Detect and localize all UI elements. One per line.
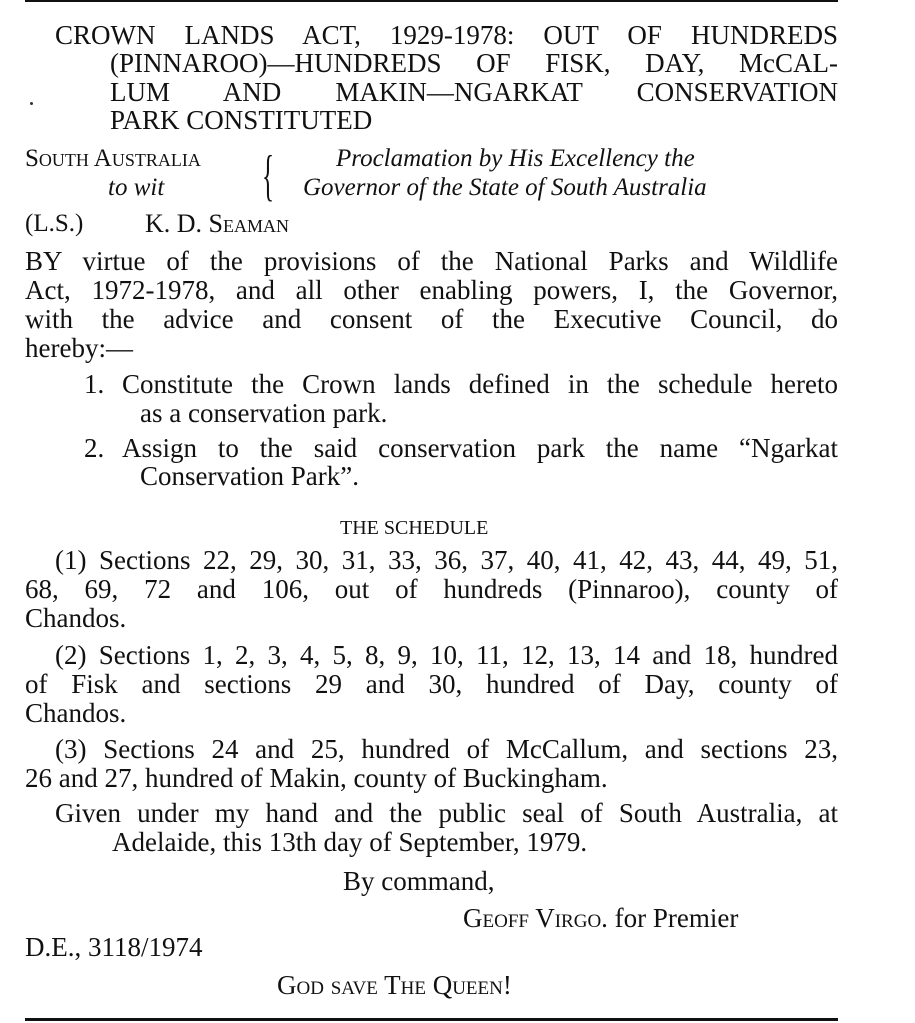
god-save-the-queen: God save The Queen! [277,970,512,1000]
top-rule [25,0,838,2]
preamble-line-1: BY virtue of the provisions of the National Parks and Wildlife [25,246,838,276]
schedule-1-line-1: (1) Sections 22, 29, 30, 31, 33, 36, 37, 40, 41, 42, 43, 44, 49, 51, [55,545,838,575]
schedule-3-line-1: (3) Sections 24 and 25, hundred of McCallum, and sections 23, [55,734,838,764]
schedule-heading: THE SCHEDULE [340,517,489,539]
preamble-line-2: Act, 1972-1978, and all other enabling powers, I, the Governor, [25,275,838,305]
item-2-number: 2. [84,433,105,463]
scan-speck [30,102,33,105]
proclamation-line-2: Governor of the State of South Australia [303,174,707,201]
ls-seal: (L.S.) [25,210,84,237]
preamble-line-4: hereby:— [25,333,133,363]
reference-number: D.E., 3118/1974 [25,932,203,962]
title-line-2: (PINNAROO)—HUNDREDS OF FISK, DAY, McCAL- [110,48,838,78]
schedule-2-line-2: of Fisk and sections 29 and 30, hundred of Day, county of [25,669,838,699]
signature-line [463,903,738,933]
schedule-3-line-2: 26 and 27, hundred of Makin, county of Buckingham. [25,763,608,793]
given-line-1: Given under my hand and the public seal of South Australia, at [55,798,838,828]
proclamation-line-1: Proclamation by His Excellency the [336,145,695,172]
to-wit-label: to wit [108,174,165,201]
title-line-3: LUM AND MAKIN—NGARKAT CONSERVATION [110,77,838,107]
item-1-line-2: as a conservation park. [140,398,388,428]
item-2-line-1: Assign to the said conservation park the name “Ngarkat [122,433,838,463]
item-1-line-1: Constitute the Crown lands defined in the schedule hereto [122,369,838,399]
title-line-4: PARK CONSTITUTED [110,105,373,135]
item-1-number: 1. [84,369,105,399]
title-line-1: CROWN LANDS ACT, 1929-1978: OUT OF HUNDREDS [55,20,838,50]
given-line-2: Adelaide, this 13th day of September, 1979. [112,827,588,857]
by-command: By command, [343,866,495,896]
signatory-name: Geoff Virgo [463,903,602,933]
schedule-1-line-3: Chandos. [25,603,127,633]
item-2-line-2: Conservation Park”. [140,461,359,491]
preamble-line-3: with the advice and consent of the Executive Council, do [25,304,838,334]
governor-name: K. D. Seaman [145,209,290,238]
schedule-2-line-3: Chandos. [25,698,127,728]
schedule-1-line-2: 68, 69, 72 and 106, out of hundreds (Pinnaroo), county of [25,574,838,604]
signatory-suffix: . for Premier [601,903,739,933]
brace-icon: { [262,145,275,207]
schedule-2-line-1: (2) Sections 1, 2, 3, 4, 5, 8, 9, 10, 11, 12, 13, 14 and 18, hundred [55,640,838,670]
bottom-rule [25,1018,838,1021]
state-label: South Australia [25,145,201,172]
